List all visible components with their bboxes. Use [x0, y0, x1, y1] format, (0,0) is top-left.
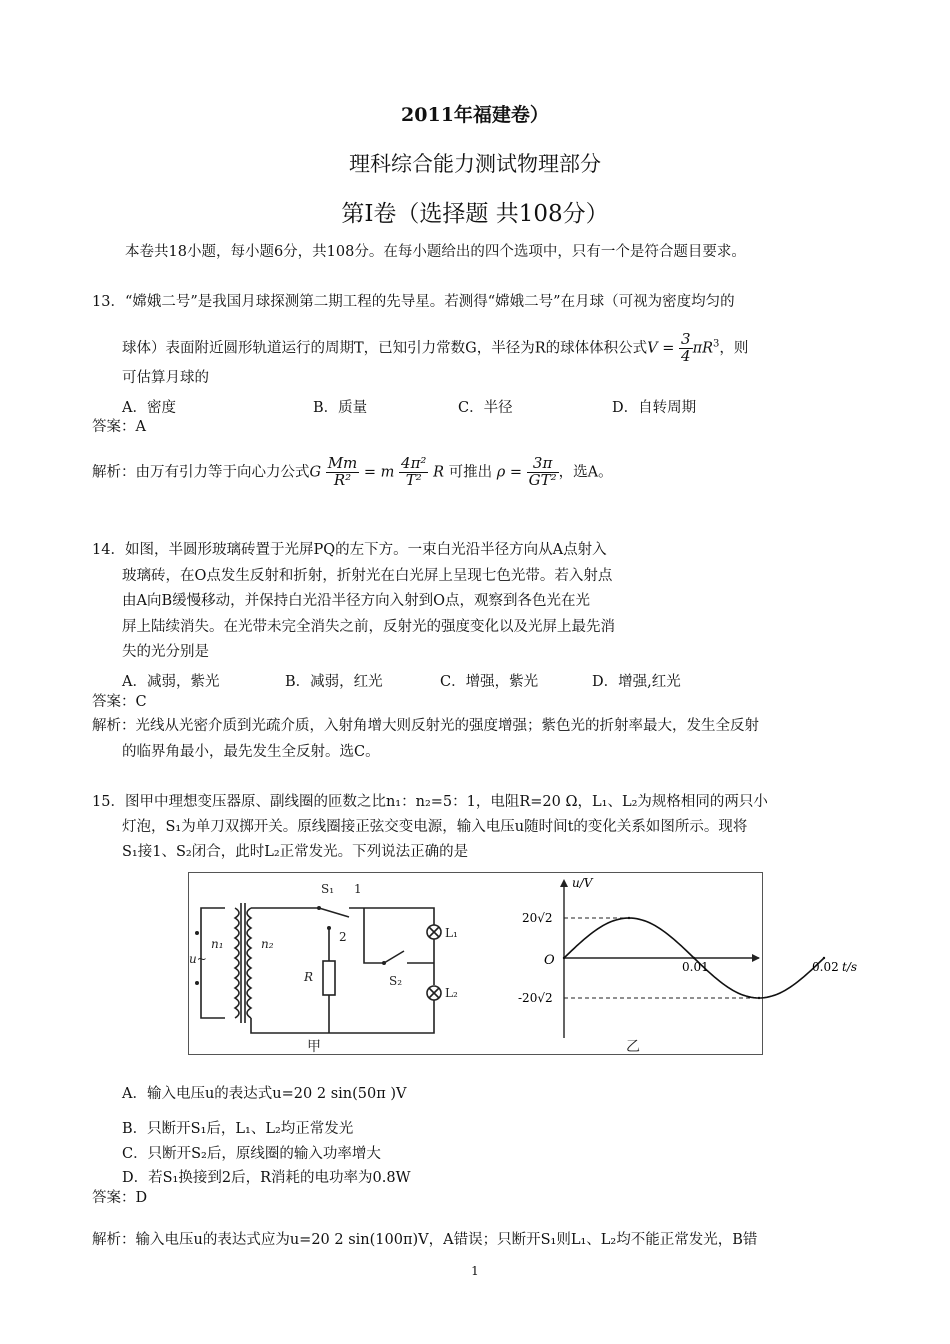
- q15-option-a: A．输入电压u的表达式u=20 2 sin(50π )V: [122, 1086, 407, 1102]
- circuit-and-graph-figure: [188, 872, 858, 1055]
- q15-line1: 15．图甲中理想变压器原、副线圈的匝数之比n₁：n₂=5：1，电阻R=20 Ω，L₁、L₂为规格相同的两只小: [92, 794, 768, 810]
- y-tick-pos: 20√2: [522, 911, 553, 925]
- x-axis-label: t/s: [842, 960, 858, 974]
- q14-option-b: B．减弱，红光: [285, 674, 383, 690]
- y-axis-arrow: [560, 879, 568, 887]
- data-point: [628, 917, 630, 919]
- q15-option-b: B．只断开S₁后，L₁、L₂均正常发光: [122, 1121, 354, 1137]
- q13-option-a: A．密度: [122, 400, 176, 416]
- formula-v: V: [647, 340, 658, 357]
- q13-answer: 答案：A: [92, 419, 146, 435]
- q14-line2: 玻璃砖，在O点发生反射和折射，折射光在白光屏上呈现七色光带。若入射点: [122, 568, 613, 584]
- caption-right: 乙: [626, 1039, 640, 1055]
- q15-option-c: C．只断开S₂后，原线圈的输入功率增大: [122, 1146, 381, 1162]
- q13-option-b: B．质量: [313, 400, 368, 416]
- q14-answer: 答案：C: [92, 694, 147, 710]
- x-tick-2: 0.02: [812, 960, 839, 974]
- q14-analysis-1: 解析：光线从光密介质到光疏介质，入射角增大则反射光的强度增强；紫色光的折射率最大，发生全反射: [92, 718, 759, 734]
- label-s2: S₂: [389, 974, 403, 988]
- q15-line3: S₁接1、S₂闭合，此时L₂正常发光。下列说法正确的是: [122, 844, 469, 860]
- caption-left: 甲: [307, 1039, 321, 1055]
- document-subtitle: 理科综合能力测试物理部分: [349, 152, 601, 176]
- data-point: [563, 957, 565, 959]
- q14-line3: 由A向B缓慢移动，并保持白光沿半径方向入射到O点，观察到各色光在光: [122, 593, 591, 609]
- label-l2: L₂: [445, 986, 458, 1000]
- q13-option-c: C．半径: [458, 400, 513, 416]
- q13-option-d: D．自转周期: [612, 400, 697, 416]
- x-tick-1: 0.01: [682, 960, 709, 974]
- section-title: 第Ⅰ卷（选择题 共108分）: [341, 201, 609, 227]
- q15-analysis: 解析：输入电压u的表达式应为u=20 2 sin(100π)V，A错误；只断开S₁则L₁、L₂均不能正常发光，B错: [92, 1232, 758, 1248]
- q15-option-d: D．若S₁换接到2后，R消耗的电功率为0.8W: [122, 1170, 411, 1186]
- q14-analysis-2: 的临界角最小，最先发生全反射。选C。: [122, 744, 380, 760]
- q14-option-d: D．增强,红光: [592, 674, 681, 690]
- label-r: R: [304, 970, 314, 984]
- q13-analysis: 解析：由万有引力等于向心力公式G $\frac{Mm}{\text{R²}}$ = m $\frac{\text{4π²}}{\text{T²}}$ R 可推出 ρ = $\frac{3\pi}{\text{GT²}}$ ，选A。: [92, 454, 613, 489]
- q14-line1: 14．如图，半圆形玻璃砖置于光屏PQ的左下方。一束白光沿半径方向从A点射入: [92, 542, 607, 558]
- label-1: 1: [354, 882, 362, 896]
- label-n2: n₂: [261, 937, 274, 951]
- q14-line5: 失的光分别是: [122, 644, 209, 660]
- q14-option-a: A．减弱，紫光: [122, 674, 220, 690]
- y-axis-label: u/V: [572, 876, 593, 890]
- label-u: u~: [189, 952, 207, 966]
- data-point: [823, 957, 825, 959]
- data-point: [758, 997, 760, 999]
- label-n1: n₁: [211, 937, 224, 951]
- q15-answer: 答案：D: [92, 1190, 148, 1206]
- q14-line4: 屏上陆续消失。在光带未完全消失之前，反射光的强度变化以及光屏上最先消: [122, 619, 615, 635]
- circuit-diagram: [201, 903, 441, 1033]
- label-l1: L₁: [445, 926, 458, 940]
- q13-line2: 球体）表面附近圆形轨道运行的周期T，已知引力常数G，半径为R的球体体积公式V = $\frac{3}{4}$ $\pi R^3$，则: [122, 330, 749, 365]
- q15-line2: 灯泡，S₁为单刀双掷开关。原线圈接正弦交变电源，输入电压u随时间t的变化关系如图所示。现将: [122, 819, 748, 835]
- data-point: [693, 957, 695, 959]
- page-number: 1: [471, 1264, 479, 1278]
- label-s1: S₁: [321, 882, 335, 896]
- instruction-text: 本卷共18小题，每小题6分，共108分。在每小题给出的四个选项中，只有一个是符合题目要求。: [125, 244, 746, 260]
- y-tick-neg: -20√2: [518, 991, 553, 1005]
- q13-line3: 可估算月球的: [122, 370, 209, 386]
- document-title: 2011年福建卷）: [401, 104, 549, 126]
- q14-option-c: C．增强，紫光: [440, 674, 539, 690]
- origin-label: O: [544, 953, 555, 968]
- formula-fraction: $\frac{3}{4}$: [681, 330, 691, 365]
- q13-line1: 13．“嫦娥二号”是我国月球探测第二期工程的先导星。若测得“嫦娥二号”在月球（可视为密度均匀的: [92, 294, 735, 310]
- label-2: 2: [339, 930, 347, 944]
- x-axis-arrow: [752, 954, 760, 962]
- voltage-time-chart: [518, 876, 857, 1038]
